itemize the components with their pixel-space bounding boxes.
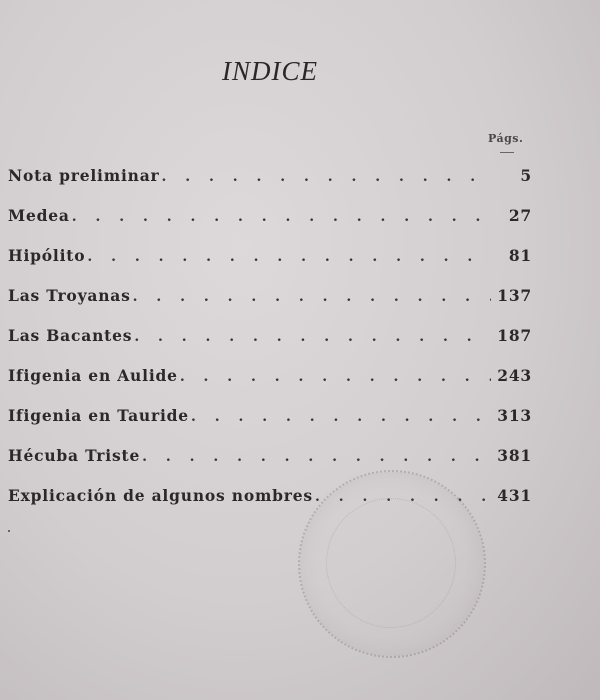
- toc-entry-page: 381: [497, 446, 532, 465]
- toc-entry: [8, 326, 532, 366]
- toc-entry: [8, 286, 532, 326]
- toc-entry-page: 137: [497, 286, 532, 305]
- faded-library-stamp-inner-ring: [326, 498, 456, 628]
- toc-entry: [8, 446, 532, 486]
- toc-entry-title: Las Bacantes: [8, 326, 133, 345]
- toc-dot-leader: [133, 289, 492, 305]
- toc-entry: [8, 166, 532, 206]
- toc-entry: [8, 246, 532, 286]
- toc-entry-page: 27: [508, 206, 532, 225]
- page-column-underline: [500, 152, 514, 153]
- toc-entry-title: Nota preliminar: [8, 166, 160, 185]
- toc-entry: [8, 206, 532, 246]
- toc-dot-leader: [134, 329, 491, 345]
- toc-dot-leader: [87, 249, 492, 265]
- toc-entry-title: Medea: [8, 206, 70, 225]
- ink-speck: [8, 530, 10, 532]
- faded-library-stamp: [298, 470, 486, 658]
- toc-dot-leader: [180, 369, 491, 385]
- toc-entry-page: 243: [497, 366, 532, 385]
- toc-entry-page: 313: [497, 406, 532, 425]
- toc-entry-page: 81: [508, 246, 532, 265]
- page-column-label: Págs.: [488, 132, 524, 145]
- toc-entry: [8, 366, 532, 406]
- toc-dot-leader: [142, 449, 491, 465]
- toc-entry-title: Ifigenia en Aulide: [8, 366, 178, 385]
- table-of-contents: [8, 166, 532, 526]
- toc-entry-title: Ifigenia en Tauride: [8, 406, 189, 425]
- toc-entry: [8, 406, 532, 446]
- toc-entry-title: Hipólito: [8, 246, 86, 265]
- toc-dot-leader: [72, 209, 492, 225]
- toc-dot-leader: [162, 169, 492, 185]
- toc-entry-title: Explicación de algunos nombres: [8, 486, 313, 505]
- toc-entry-page: 187: [497, 326, 532, 345]
- toc-entry-page: 5: [520, 166, 532, 185]
- toc-dot-leader: [191, 409, 491, 425]
- page-title: INDICE: [222, 56, 318, 86]
- toc-entry-title: Las Troyanas: [8, 286, 131, 305]
- toc-entry-page: 431: [497, 486, 532, 505]
- toc-entry-title: Hécuba Triste: [8, 446, 141, 465]
